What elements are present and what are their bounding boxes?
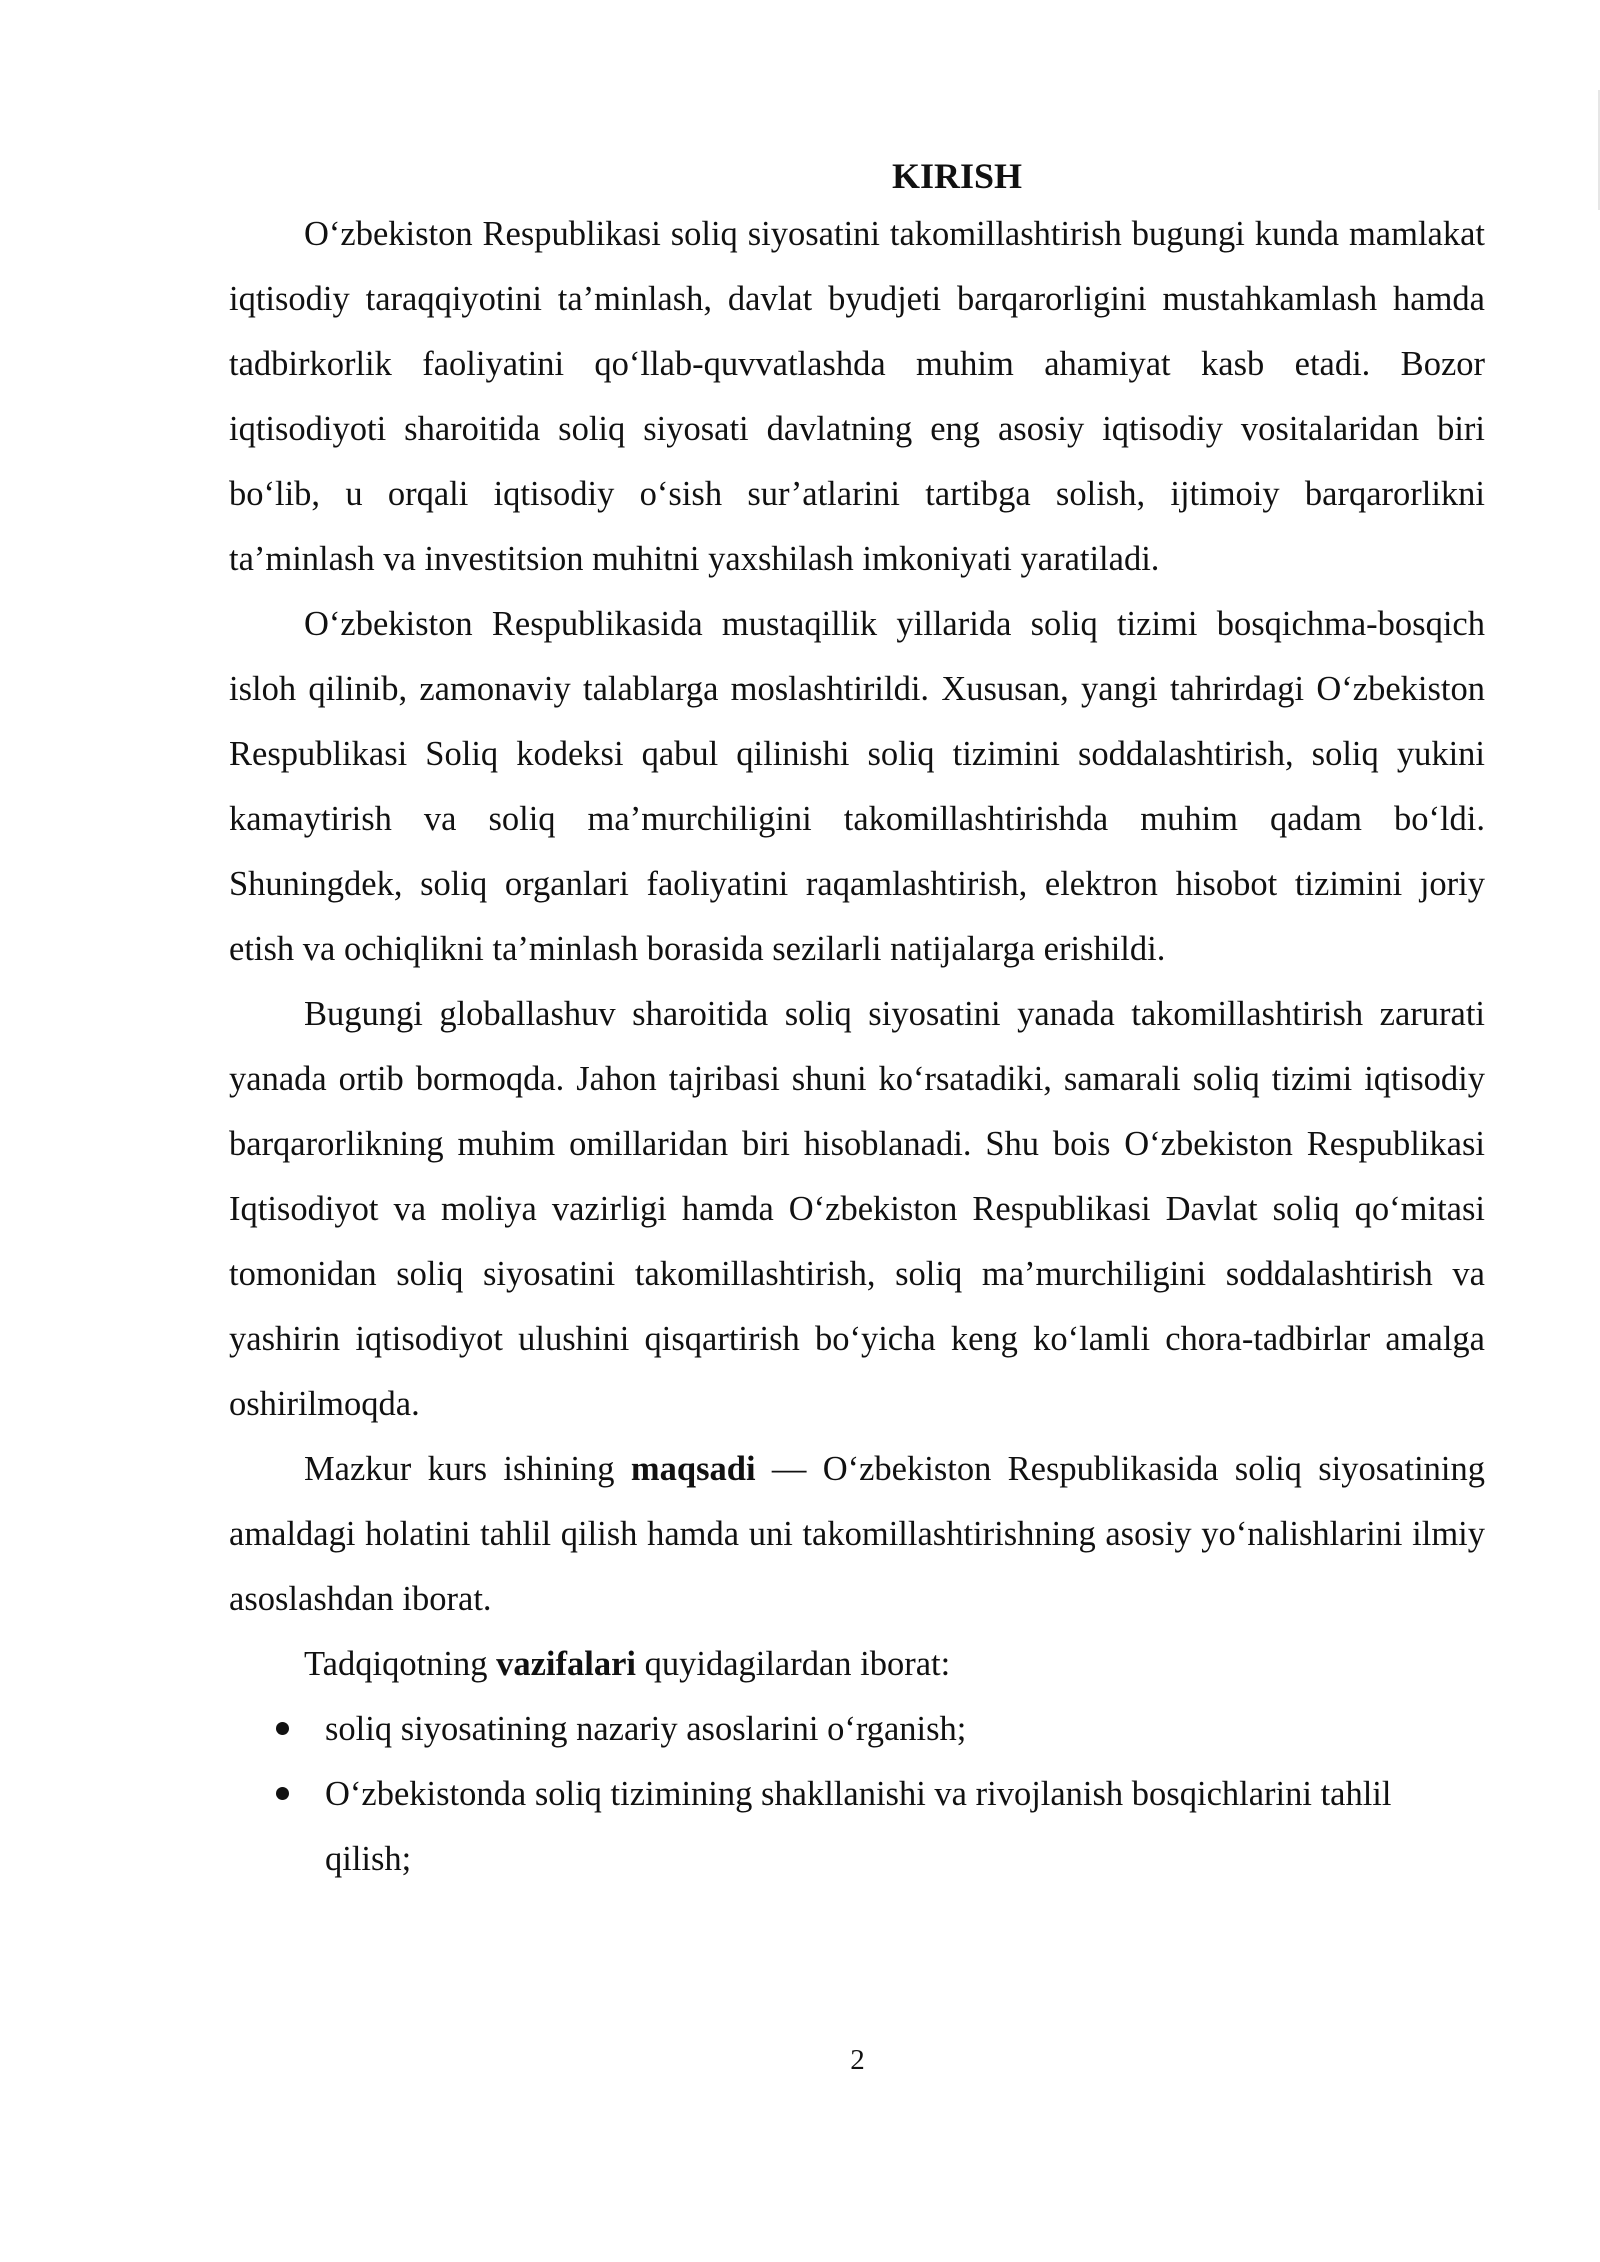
list-item-text: O‘zbekistonda soliq tizimining shakllanishi va rivojlanish bosqichlarini tahlil qilish; [325, 1775, 1392, 1878]
tasks-lead-text: Tadqiqotning [304, 1645, 497, 1683]
intro-paragraph-3: Bugungi globallashuv sharoitida soliq siyosatini yanada takomillashtirish zarurati yanada ortib bormoqda. Jahon tajribasi shuni ko‘rsatadiki, samarali soliq tizimi iqtisodiy barqarorlikning muhim omillaridan biri hisoblanadi. Shu bois O‘zbekiston Respublikasi Iqtisodiyot va moliya vazirligi hamda O‘zbekiston Respublikasi Davlat soliq qo‘mitasi tomonidan soliq siyosatini takomillashtirish, soliq ma’murchiligini soddalashtirish va yashirin iqtisodiyot ulushini qisqartirish bo‘yicha keng ko‘lamli chora-tadbirlar amalga oshirilmoqda. [229, 995, 1485, 1423]
tasks-list [229, 1697, 1485, 1892]
intro-paragraph-2: O‘zbekiston Respublikasida mustaqillik yillarida soliq tizimi bosqichma-bosqich isloh qilinib, zamonaviy talablarga moslashtirildi. Xususan, yangi tahrirdagi O‘zbekiston Respublikasi Soliq kodeksi qabul qilinishi soliq tizimini soddalashtirish, soliq yukini kamaytirish va soliq ma’murchiligini takomillashtirishda muhim qadam bo‘ldi. Shuningdek, soliq organlari faoliyatini raqamlashtirish, elektron hisobot tizimini joriy etish va ochiqlikni ta’minlash borasida sezilarli natijalarga erishildi. [229, 605, 1485, 968]
goal-keyword: maqsadi [630, 1450, 756, 1488]
document-body [229, 150, 1485, 1892]
bullet-icon [276, 1722, 289, 1735]
page-number: 2 [850, 2044, 865, 2076]
tasks-keyword: vazifalari [496, 1645, 636, 1683]
list-item-text: soliq siyosatining nazariy asoslarini o‘rganish; [325, 1710, 967, 1748]
section-heading: KIRISH [891, 156, 1023, 196]
goal-paragraph [229, 1437, 1485, 1632]
intro-paragraph-1: O‘zbekiston Respublikasi soliq siyosatini takomillashtirish bugungi kunda mamlakat iqtisodiy taraqqiyotini ta’minlash, davlat byudjeti barqarorligini mustahkamlash hamda tadbirkorlik faoliyatini qo‘llab-quvvatlashda muhim ahamiyat kasb etadi. Bozor iqtisodiyoti sharoitida soliq siyosati davlatning eng asosiy iqtisodiy vositalaridan biri bo‘lib, u orqali iqtisodiy o‘sish sur’atlarini tartibga solish, ijtimoiy barqarorlikni ta’minlash va investitsion muhitni yaxshilash imkoniyati yaratiladi. [229, 215, 1485, 578]
goal-body-text: — O‘zbekiston Respublikasida soliq siyosatining amaldagi holatini tahlil qilish hamda uni takomillashtirishning asosiy yo‘nalishlarini ilmiy asoslashdan iborat. [229, 1450, 1485, 1618]
list-item [229, 1762, 1485, 1892]
tasks-intro-paragraph [229, 1632, 1485, 1697]
bullet-icon [276, 1787, 289, 1800]
tasks-tail-text: quyidagilardan iborat: [635, 1645, 951, 1683]
list-item [229, 1697, 1485, 1762]
goal-lead-text: Mazkur kurs ishining [304, 1450, 631, 1488]
